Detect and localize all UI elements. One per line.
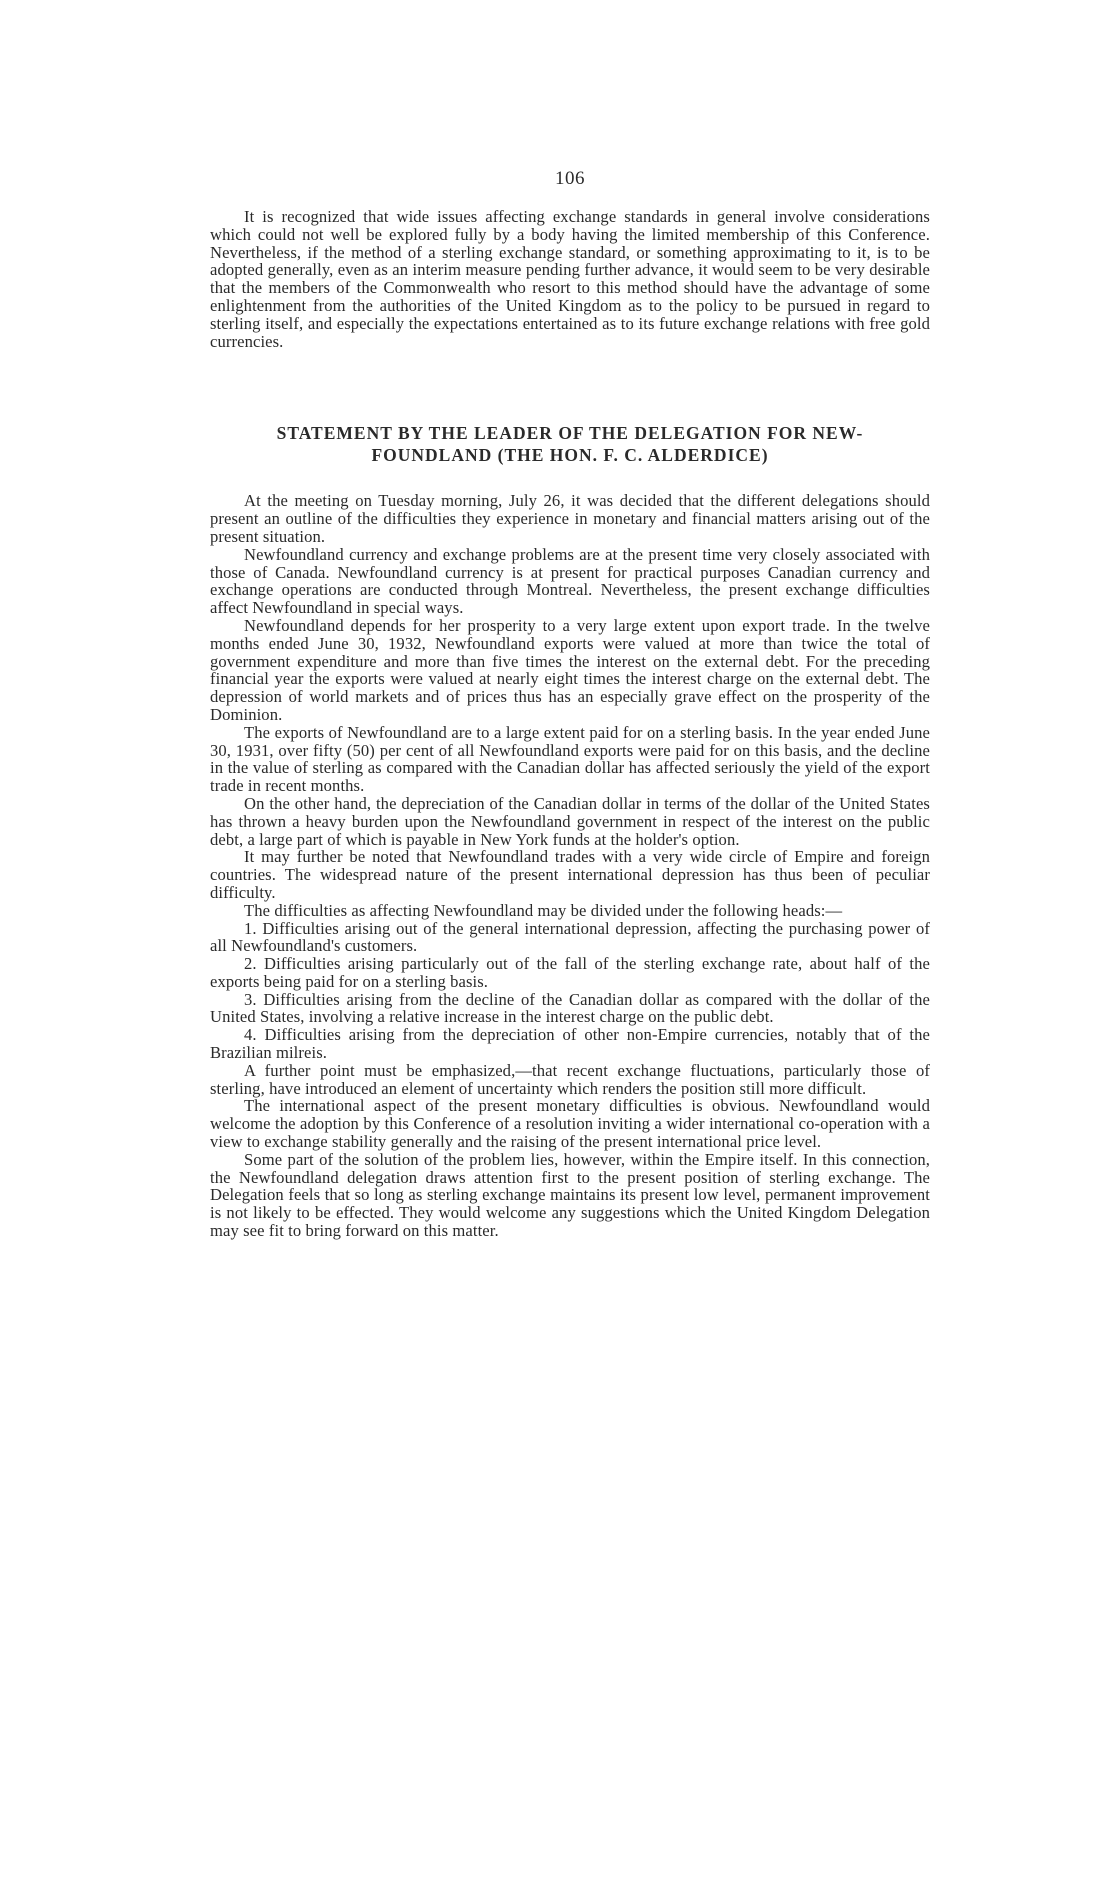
paragraph: Newfoundland currency and exchange problems are at the present time very closely associated with those of Canada. Newfoundland currency is at present for practical purposes Canadian currency and exchange operations are conducted through Montreal. Nevertheless, the present exchange difficulties affect Newfoundland in special ways.	[210, 544, 930, 618]
list-item-3: 3. Difficulties arising from the decline of the Canadian dollar as compared with the dollar of the United States, involving a relative increase in the interest charge on the public debt.	[210, 989, 930, 1027]
paragraph: Some part of the solution of the problem lies, however, within the Empire itself. In this connection, the Newfoundland delegation draws attention first to the present position of sterling exchange. The Delegation feels that so long as sterling exchange maintains its present low level, permanent improvement is not likely to be effected. They would welcome any suggestions which the United Kingdom Delegation may see fit to bring forward on this matter.	[210, 1149, 930, 1241]
paragraph: A further point must be emphasized,—that recent exchange fluctuations, particularly those of sterling, have introduced an element of uncertainty which renders the position still more difficult.	[210, 1060, 930, 1098]
section-heading-line-2: FOUNDLAND (THE HON. F. C. ALDERDICE)	[371, 445, 769, 466]
page-number: 106	[555, 168, 585, 189]
intro-paragraph: It is recognized that wide issues affecting exchange standards in general involve considerations which could not well be explored fully by a body having the limited membership of this Conference. Nevertheless, if the method of a sterling exchange standard, or something approximating to it, is to be adopted generally, even as an interim measure pending further advance, it would seem to be very desirable that the members of the Commonwealth who resort to this method should have the advantage of some enlightenment from the authorities of the United Kingdom as to the policy to be pursued in regard to sterling itself, and especially the expectations entertained as to its future exchange relations with free gold currencies.	[210, 207, 930, 351]
paragraph: The international aspect of the present monetary difficulties is obvious. Newfoundland would welcome the adoption by this Conference of a resolution inviting a wider international co-operation with a view to exchange stability generally and the raising of the present international price level.	[210, 1096, 930, 1152]
list-item-4: 4. Difficulties arising from the depreciation of other non-Empire currencies, notably that of the Brazilian milreis.	[210, 1025, 930, 1063]
paragraph: On the other hand, the depreciation of the Canadian dollar in terms of the dollar of the United States has thrown a heavy burden upon the Newfoundland government in respect of the interest on the public debt, a large part of which is payable in New York funds at the holder's option.	[210, 793, 930, 849]
document-page	[210, 168, 930, 1240]
paragraph: Newfoundland depends for her prosperity to a very large extent upon export trade. In the twelve months ended June 30, 1932, Newfoundland exports were valued at more than twice the total of government expenditure and more than five times the interest on the external debt. For the preceding financial year the exports were valued at nearly eight times the interest charge on the external debt. The depression of world markets and of prices thus has an especially grave effect on the prosperity of the Dominion.	[210, 615, 930, 724]
paragraph: At the meeting on Tuesday morning, July 26, it was decided that the different delegations should present an outline of the difficulties they experience in monetary and financial matters arising out of the present situation.	[210, 491, 930, 546]
section-heading-line-1: STATEMENT BY THE LEADER OF THE DELEGATION FOR NEW-	[276, 423, 864, 444]
section-heading	[210, 422, 930, 466]
statement-body	[210, 492, 930, 1239]
list-item-1: 1. Difficulties arising out of the general international depression, affecting the purchasing power of all Newfoundland's customers.	[210, 918, 930, 956]
list-item-2: 2. Difficulties arising particularly out of the fall of the sterling exchange rate, about half of the exports being paid for on a sterling basis.	[210, 954, 930, 991]
paragraph: It may further be noted that Newfoundland trades with a very wide circle of Empire and foreign countries. The widespread nature of the present international depression has thus been of peculiar difficulty.	[210, 847, 930, 902]
paragraph: The exports of Newfoundland are to a large extent paid for on a sterling basis. In the year ended June 30, 1931, over fifty (50) per cent of all Newfoundland exports were paid for on this basis, and the decline in the value of sterling as compared with the Canadian dollar has affected seriously the yield of the export trade in recent months.	[210, 722, 930, 796]
paragraph: The difficulties as affecting Newfoundland may be divided under the following heads:—	[244, 900, 843, 920]
